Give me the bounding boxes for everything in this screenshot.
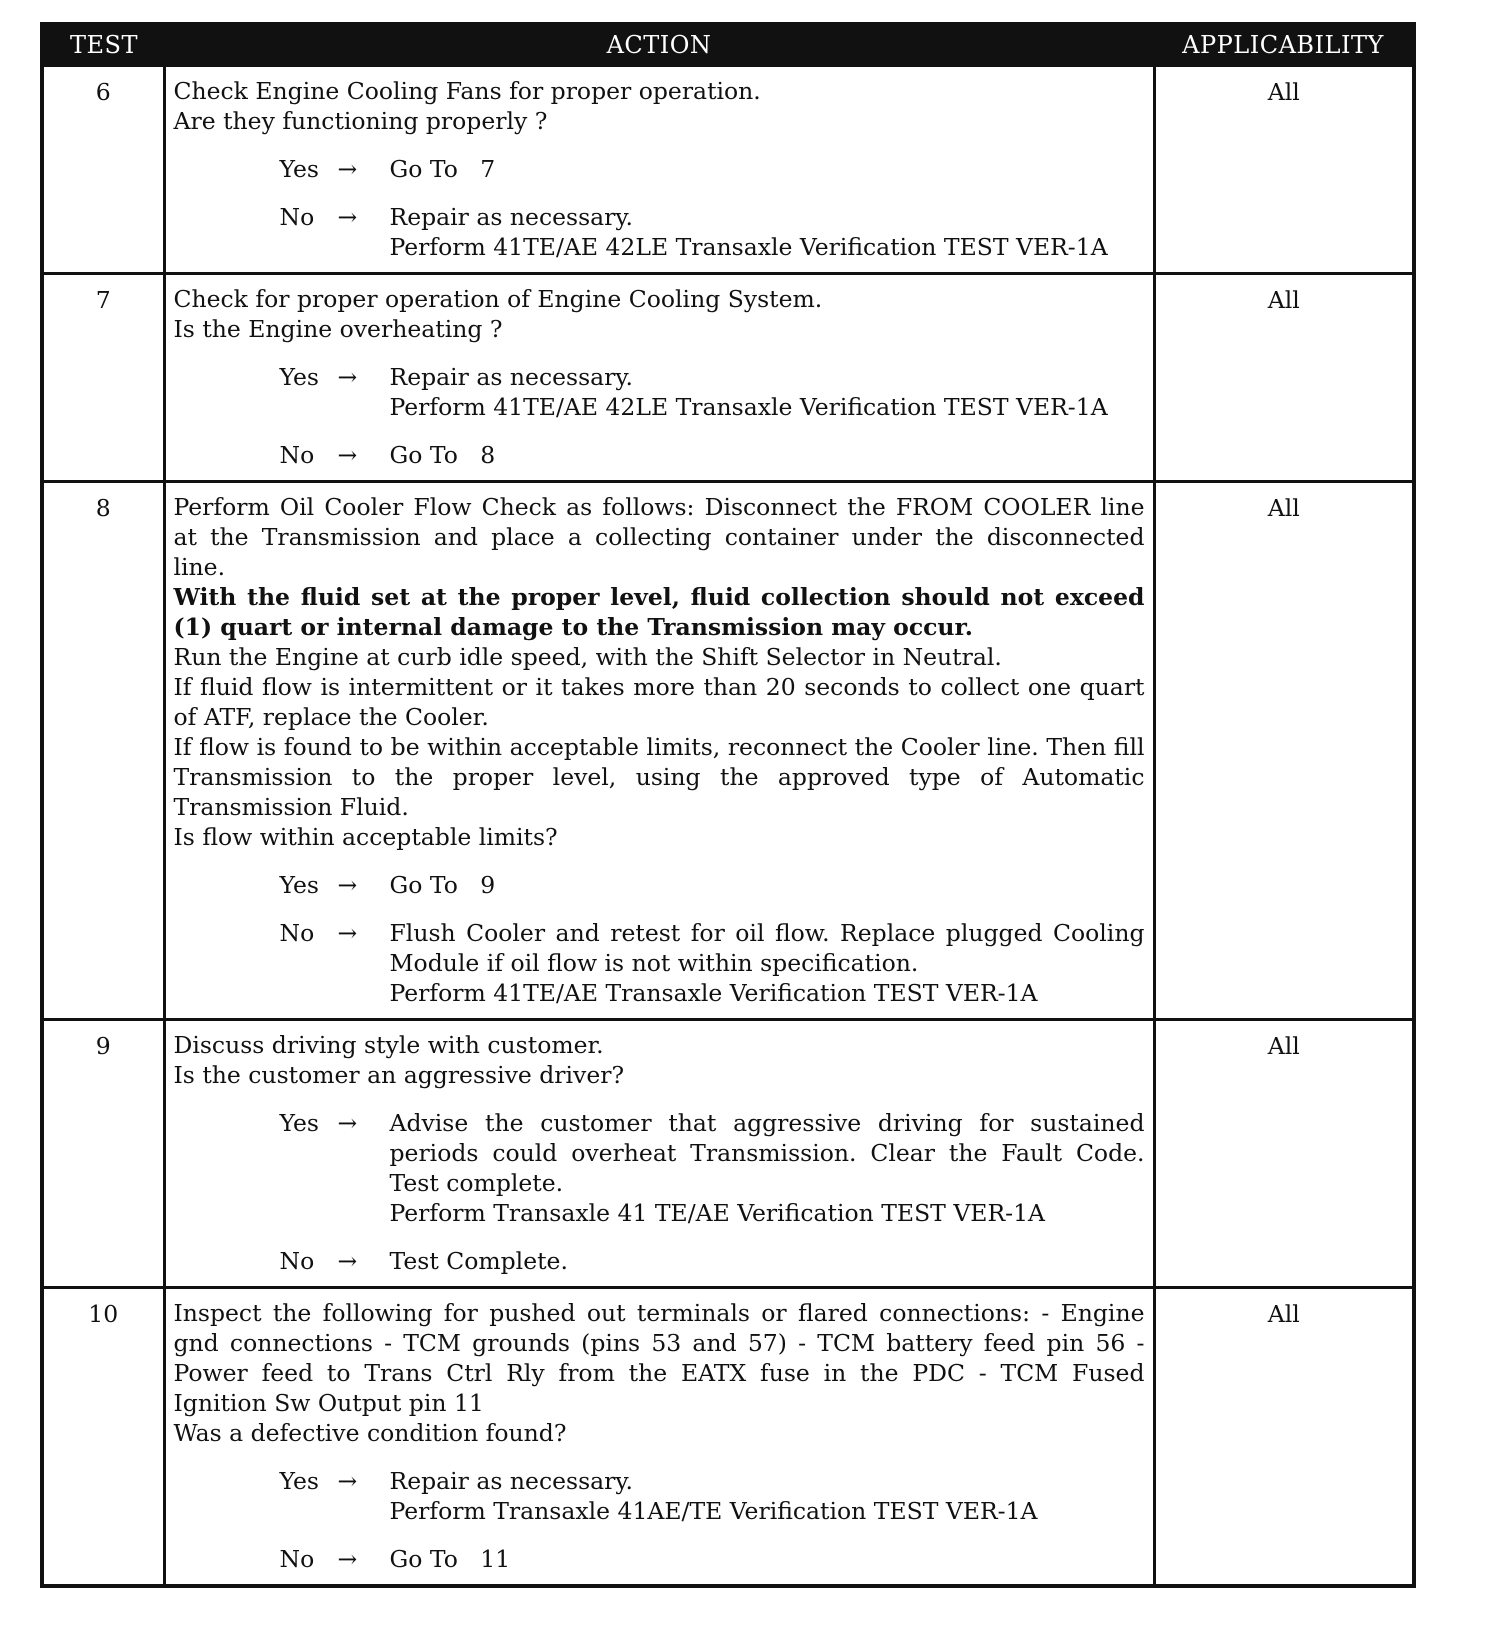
- result-line: Repair as necessary.: [389, 1467, 634, 1495]
- table-row: [42, 482, 1414, 1020]
- branch-no: [280, 1544, 1145, 1574]
- result-line: Perform 41TE/AE 42LE Transaxle Verification TEST VER-1A: [389, 393, 1108, 421]
- action-cell: [164, 1020, 1154, 1288]
- branch-result: [390, 918, 1145, 1008]
- arrow-icon: →: [337, 919, 358, 947]
- test-number: 8: [42, 482, 164, 1020]
- diagnostic-sheet: [40, 22, 1412, 1588]
- branch-yes: [280, 362, 1145, 422]
- action-text: Inspect the following for pushed out terminals or flared connections: - Engine gnd connections - TCM grounds (pins 53 and 57) - TCM battery feed pin 56 - Power feed to Trans Ctrl Rly from the EATX fuse in the PDC - TCM Fused Ignition Sw Output pin 11: [173, 1299, 1145, 1417]
- action-text: Discuss driving style with customer.: [173, 1031, 604, 1059]
- action-cell: [164, 66, 1154, 274]
- branch-result: [390, 362, 1145, 422]
- arrow-icon: →: [337, 1467, 358, 1495]
- arrow-icon: →: [337, 871, 358, 899]
- test-number: 10: [42, 1288, 164, 1587]
- action-text: Check for proper operation of Engine Cooling System.: [173, 285, 823, 313]
- answer-label: No: [279, 441, 315, 469]
- branch-result: [390, 440, 1145, 470]
- applicability-value: All: [1154, 1020, 1414, 1288]
- arrow-icon: →: [337, 1545, 358, 1573]
- branch-no: [280, 440, 1145, 470]
- branch-result: [390, 1544, 1145, 1574]
- arrow-icon: →: [337, 1247, 358, 1275]
- branch-result: [390, 202, 1145, 262]
- applicability-value: All: [1154, 1288, 1414, 1587]
- applicability-value: All: [1154, 482, 1414, 1020]
- action-cell: [164, 274, 1154, 482]
- answer-label: Yes: [279, 155, 319, 183]
- action-question: Is the Engine overheating ?: [173, 315, 503, 343]
- action-question: Was a defective condition found?: [173, 1419, 567, 1447]
- branch-yes: [280, 154, 1145, 184]
- action-text: If fluid flow is intermittent or it takes more than 20 seconds to collect one quart of ATF, replace the Cooler.: [173, 673, 1145, 731]
- action-question: Is flow within acceptable limits?: [173, 823, 558, 851]
- result-line: Perform Transaxle 41AE/TE Verification TEST VER-1A: [389, 1497, 1038, 1525]
- answer-label: Yes: [279, 1467, 319, 1495]
- result-line: Flush Cooler and retest for oil flow. Replace plugged Cooling Module if oil flow is not within specification.: [389, 919, 1145, 977]
- result-line: Test Complete.: [389, 1247, 568, 1275]
- warning-text: With the fluid set at the proper level, fluid collection should not exceed (1) quart or internal damage to the Transmission may occur.: [173, 583, 1145, 641]
- header-action: ACTION: [164, 24, 1154, 66]
- arrow-icon: →: [337, 441, 358, 469]
- action-text: Check Engine Cooling Fans for proper operation.: [173, 77, 761, 105]
- answer-label: Yes: [279, 871, 319, 899]
- arrow-icon: →: [337, 1109, 358, 1137]
- action-text: Run the Engine at curb idle speed, with the Shift Selector in Neutral.: [173, 643, 1002, 671]
- test-number: 9: [42, 1020, 164, 1288]
- branch-result: [390, 870, 1145, 900]
- arrow-icon: →: [337, 203, 358, 231]
- answer-label: No: [279, 1247, 315, 1275]
- table-row: [42, 1020, 1414, 1288]
- branch-yes: [280, 1466, 1145, 1526]
- branch-no: [280, 918, 1145, 1008]
- diagnostic-table: [40, 22, 1416, 1588]
- branch-yes: [280, 1108, 1145, 1228]
- branch-result: [390, 1108, 1145, 1228]
- applicability-value: All: [1154, 66, 1414, 274]
- action-cell: [164, 1288, 1154, 1587]
- result-line: Go To 8: [389, 441, 496, 469]
- result-line: Repair as necessary.: [389, 203, 634, 231]
- arrow-icon: →: [337, 363, 358, 391]
- action-question: Are they functioning properly ?: [173, 107, 548, 135]
- header-applicability: APPLICABILITY: [1154, 24, 1414, 66]
- result-line: Repair as necessary.: [389, 363, 634, 391]
- answer-label: Yes: [279, 363, 319, 391]
- result-line: Go To 7: [389, 155, 496, 183]
- action-text: Perform Oil Cooler Flow Check as follows: Disconnect the FROM COOLER line at the Transmission and place a collecting container under the disconnected line.: [173, 493, 1145, 581]
- result-line: Advise the customer that aggressive driving for sustained periods could overheat Transmission. Clear the Fault Code. Test complete.: [389, 1109, 1145, 1197]
- branch-no: [280, 202, 1145, 262]
- header-row: [42, 24, 1414, 66]
- arrow-icon: →: [337, 155, 358, 183]
- branch-yes: [280, 870, 1145, 900]
- result-line: Perform 41TE/AE 42LE Transaxle Verification TEST VER-1A: [389, 233, 1108, 261]
- result-line: Go To 11: [389, 1545, 511, 1573]
- action-text: If flow is found to be within acceptable limits, reconnect the Cooler line. Then fill Transmission to the proper level, using the approved type of Automatic Transmission Fluid.: [173, 733, 1145, 821]
- result-line: Perform Transaxle 41 TE/AE Verification TEST VER-1A: [389, 1199, 1045, 1227]
- branch-result: [390, 154, 1145, 184]
- test-number: 6: [42, 66, 164, 274]
- answer-label: No: [279, 919, 315, 947]
- result-line: Perform 41TE/AE Transaxle Verification TEST VER-1A: [389, 979, 1038, 1007]
- header-test: TEST: [42, 24, 164, 66]
- test-number: 7: [42, 274, 164, 482]
- table-row: [42, 66, 1414, 274]
- action-question: Is the customer an aggressive driver?: [173, 1061, 625, 1089]
- action-cell: [164, 482, 1154, 1020]
- branch-result: [390, 1466, 1145, 1526]
- applicability-value: All: [1154, 274, 1414, 482]
- branch-result: [390, 1246, 1145, 1276]
- answer-label: No: [279, 1545, 315, 1573]
- branch-no: [280, 1246, 1145, 1276]
- answer-label: Yes: [279, 1109, 319, 1137]
- answer-label: No: [279, 203, 315, 231]
- table-row: [42, 1288, 1414, 1587]
- result-line: Go To 9: [389, 871, 496, 899]
- table-row: [42, 274, 1414, 482]
